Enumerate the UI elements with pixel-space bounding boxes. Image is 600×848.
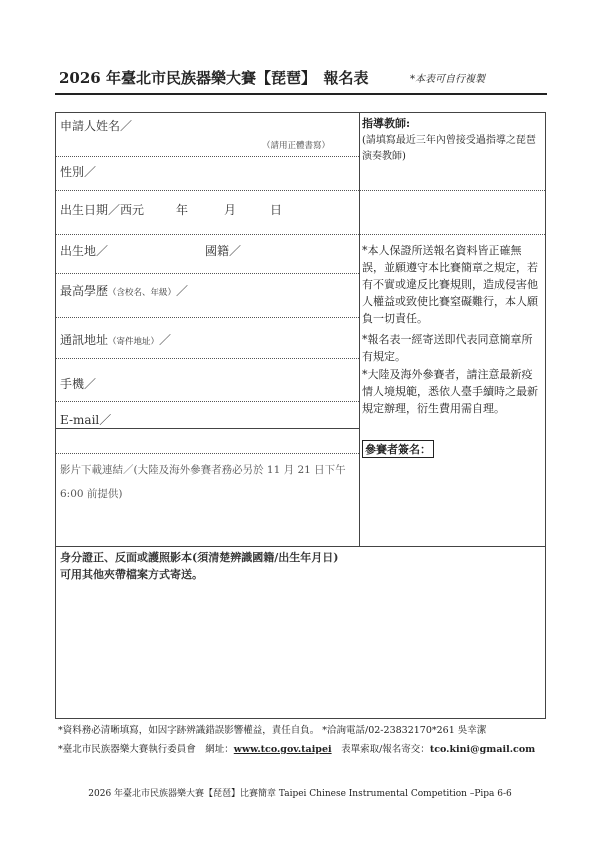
- birthplace-label: 出生地／: [60, 244, 109, 258]
- row-divider: [56, 234, 359, 235]
- birth-day-label: 日: [270, 203, 283, 217]
- row-divider: [56, 428, 359, 429]
- birth-month-label: 月: [224, 203, 237, 217]
- column-divider: [359, 113, 360, 546]
- birth-date-label: 出生日期／西元: [60, 203, 145, 217]
- footer-note-2: [58, 741, 535, 755]
- row-divider: [56, 156, 359, 157]
- teacher-title: 指導教師:: [362, 117, 411, 130]
- copy-note: *本表可自行複製: [410, 74, 485, 85]
- page-footer: 2026 年臺北市民族器樂大賽【琵琶】比賽簡章 Taipei Chinese Instrumental Competition –Pipa 6-6: [88, 789, 512, 799]
- education-hint: （含校名、年級）: [108, 288, 177, 298]
- footer-committee: *臺北市民族器樂大賽執行委員會 網址：: [58, 744, 234, 755]
- form-title: 2026 年臺北市民族器樂大賽【琵琶】 報名表: [59, 69, 369, 87]
- id-copy-note: 可用其他夾帶檔案方式寄送。: [60, 568, 203, 581]
- nationality-label: 國籍／: [205, 244, 242, 258]
- applicant-name-hint: （請用正體書寫）: [262, 141, 331, 151]
- education-suffix: ／: [176, 284, 189, 298]
- participant-signature-label: 參賽者簽名：: [362, 440, 434, 458]
- birth-year-label: 年: [176, 203, 189, 217]
- row-divider: [56, 317, 359, 318]
- address-label-text: 通訊地址: [60, 333, 109, 347]
- address-hint: （寄件地址）: [108, 337, 160, 347]
- section-divider: [56, 546, 545, 547]
- footer-note-1: *資料務必清晰填寫，如因字跡辨識錯誤影響權益，責任自負。 *洽詢電話/02-23832170*261 吳幸潔: [58, 725, 487, 736]
- mobile-label: 手機／: [60, 377, 97, 391]
- education-label-text: 最高學歷: [60, 284, 109, 298]
- address-suffix: ／: [159, 333, 172, 347]
- teacher-note: (請填寫最近三年內曾接受過指導之琵琶演奏教師): [362, 135, 536, 162]
- video-link-label: 影片下載連結／(大陸及海外參賽者務必另於 11 月 21 日下午 6:00 前提供): [60, 464, 346, 500]
- gender-label: 性別／: [60, 165, 97, 179]
- applicant-name-label: 申請人姓名／: [60, 119, 133, 133]
- education-label: [60, 282, 188, 299]
- side-divider: [359, 234, 545, 235]
- declaration-text: *本人保證所送報名資料皆正確無誤，並願遵守本比賽簡章之規定，若有不實或違反比賽規則，造成侵害他人權益或致使比賽窒礙難行，本人願負一切責任。: [362, 244, 538, 325]
- row-divider: [56, 190, 359, 191]
- row-divider: [56, 453, 359, 454]
- contact-email[interactable]: tco.kini@gmail.com: [429, 744, 536, 755]
- row-divider: [56, 401, 359, 402]
- website-link[interactable]: www.tco.gov.taipei: [233, 744, 332, 755]
- declaration-overseas: *大陸及海外參賽者，請注意最新疫情人境規範，悉依人臺手續時之最新規定辦理，衍生費用需自理。: [362, 368, 538, 415]
- side-divider: [359, 190, 545, 191]
- address-label: [60, 331, 171, 348]
- declaration-agreement: *報名表一經寄送即代表同意簡章所有規定。: [362, 333, 533, 363]
- title-rule: [55, 93, 547, 95]
- id-copy-label: 身分證正、反面或護照影本(須清楚辨識國籍/出生年月日): [60, 551, 339, 564]
- row-divider: [56, 273, 359, 274]
- footer-submit-label: 表單索取/報名寄交：: [331, 744, 430, 755]
- email-label: E-mail／: [60, 413, 112, 427]
- row-divider: [56, 358, 359, 359]
